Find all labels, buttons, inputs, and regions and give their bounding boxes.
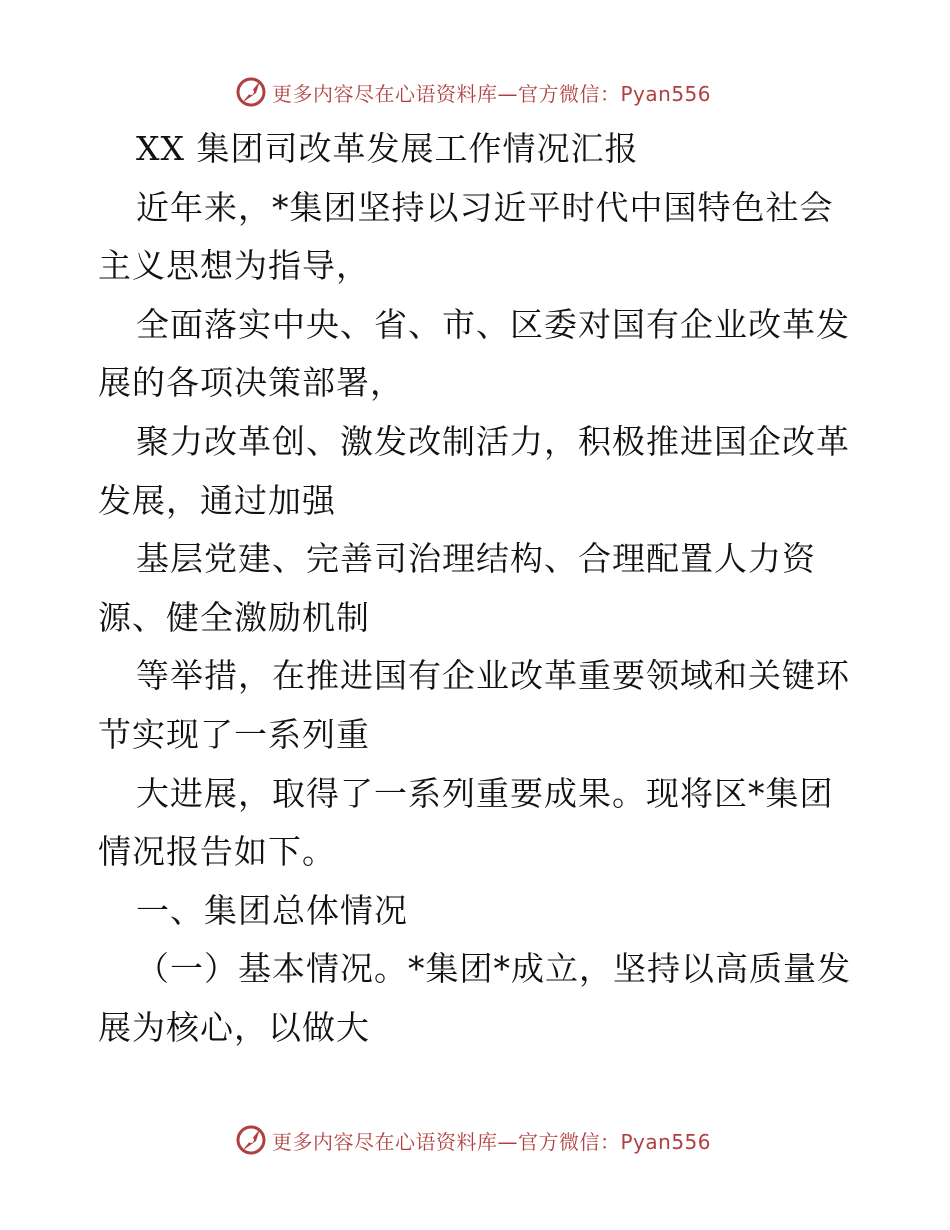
text-line: （一）基本情况。*集团*成立，坚持以高质量发: [136, 949, 851, 989]
text-line: XX 集团司改革发展工作情况汇报: [136, 129, 639, 168]
quill-logo-icon: [234, 1123, 268, 1157]
text-line: 展为核心，以做大: [98, 1007, 370, 1047]
text-line: 全面落实中央、省、市、区委对国有企业改革发: [136, 304, 850, 344]
footer-watermark: [234, 1120, 711, 1160]
quill-logo-icon: [234, 75, 268, 109]
text-line: 近年来，*集团坚持以习近平时代中国特色社会: [136, 187, 834, 227]
watermark-text: 更多内容尽在心语资料库—官方微信：Pyan556: [272, 1129, 712, 1154]
document-body: [98, 120, 858, 1058]
text-line: 发展，通过加强: [98, 480, 336, 520]
text-line: 源、健全激励机制: [98, 597, 370, 637]
text-line: 一、集团总体情况: [136, 890, 408, 930]
header-watermark: [234, 72, 711, 112]
text-line: 展的各项决策部署，: [98, 363, 404, 403]
text-line: 等举措，在推进国有企业改革重要领域和关键环: [136, 656, 850, 696]
text-line: 聚力改革创、激发改制活力，积极推进国企改革: [136, 421, 850, 461]
text-line: 主义思想为指导，: [98, 246, 370, 286]
text-line: 基层党建、完善司治理结构、合理配置人力资: [136, 539, 816, 579]
text-line: 情况报告如下。: [98, 832, 336, 872]
text-line: 节实现了一系列重: [98, 714, 370, 754]
watermark-text: 更多内容尽在心语资料库—官方微信：Pyan556: [272, 81, 712, 106]
text-line: 大进展，取得了一系列重要成果。现将区*集团: [136, 773, 834, 813]
